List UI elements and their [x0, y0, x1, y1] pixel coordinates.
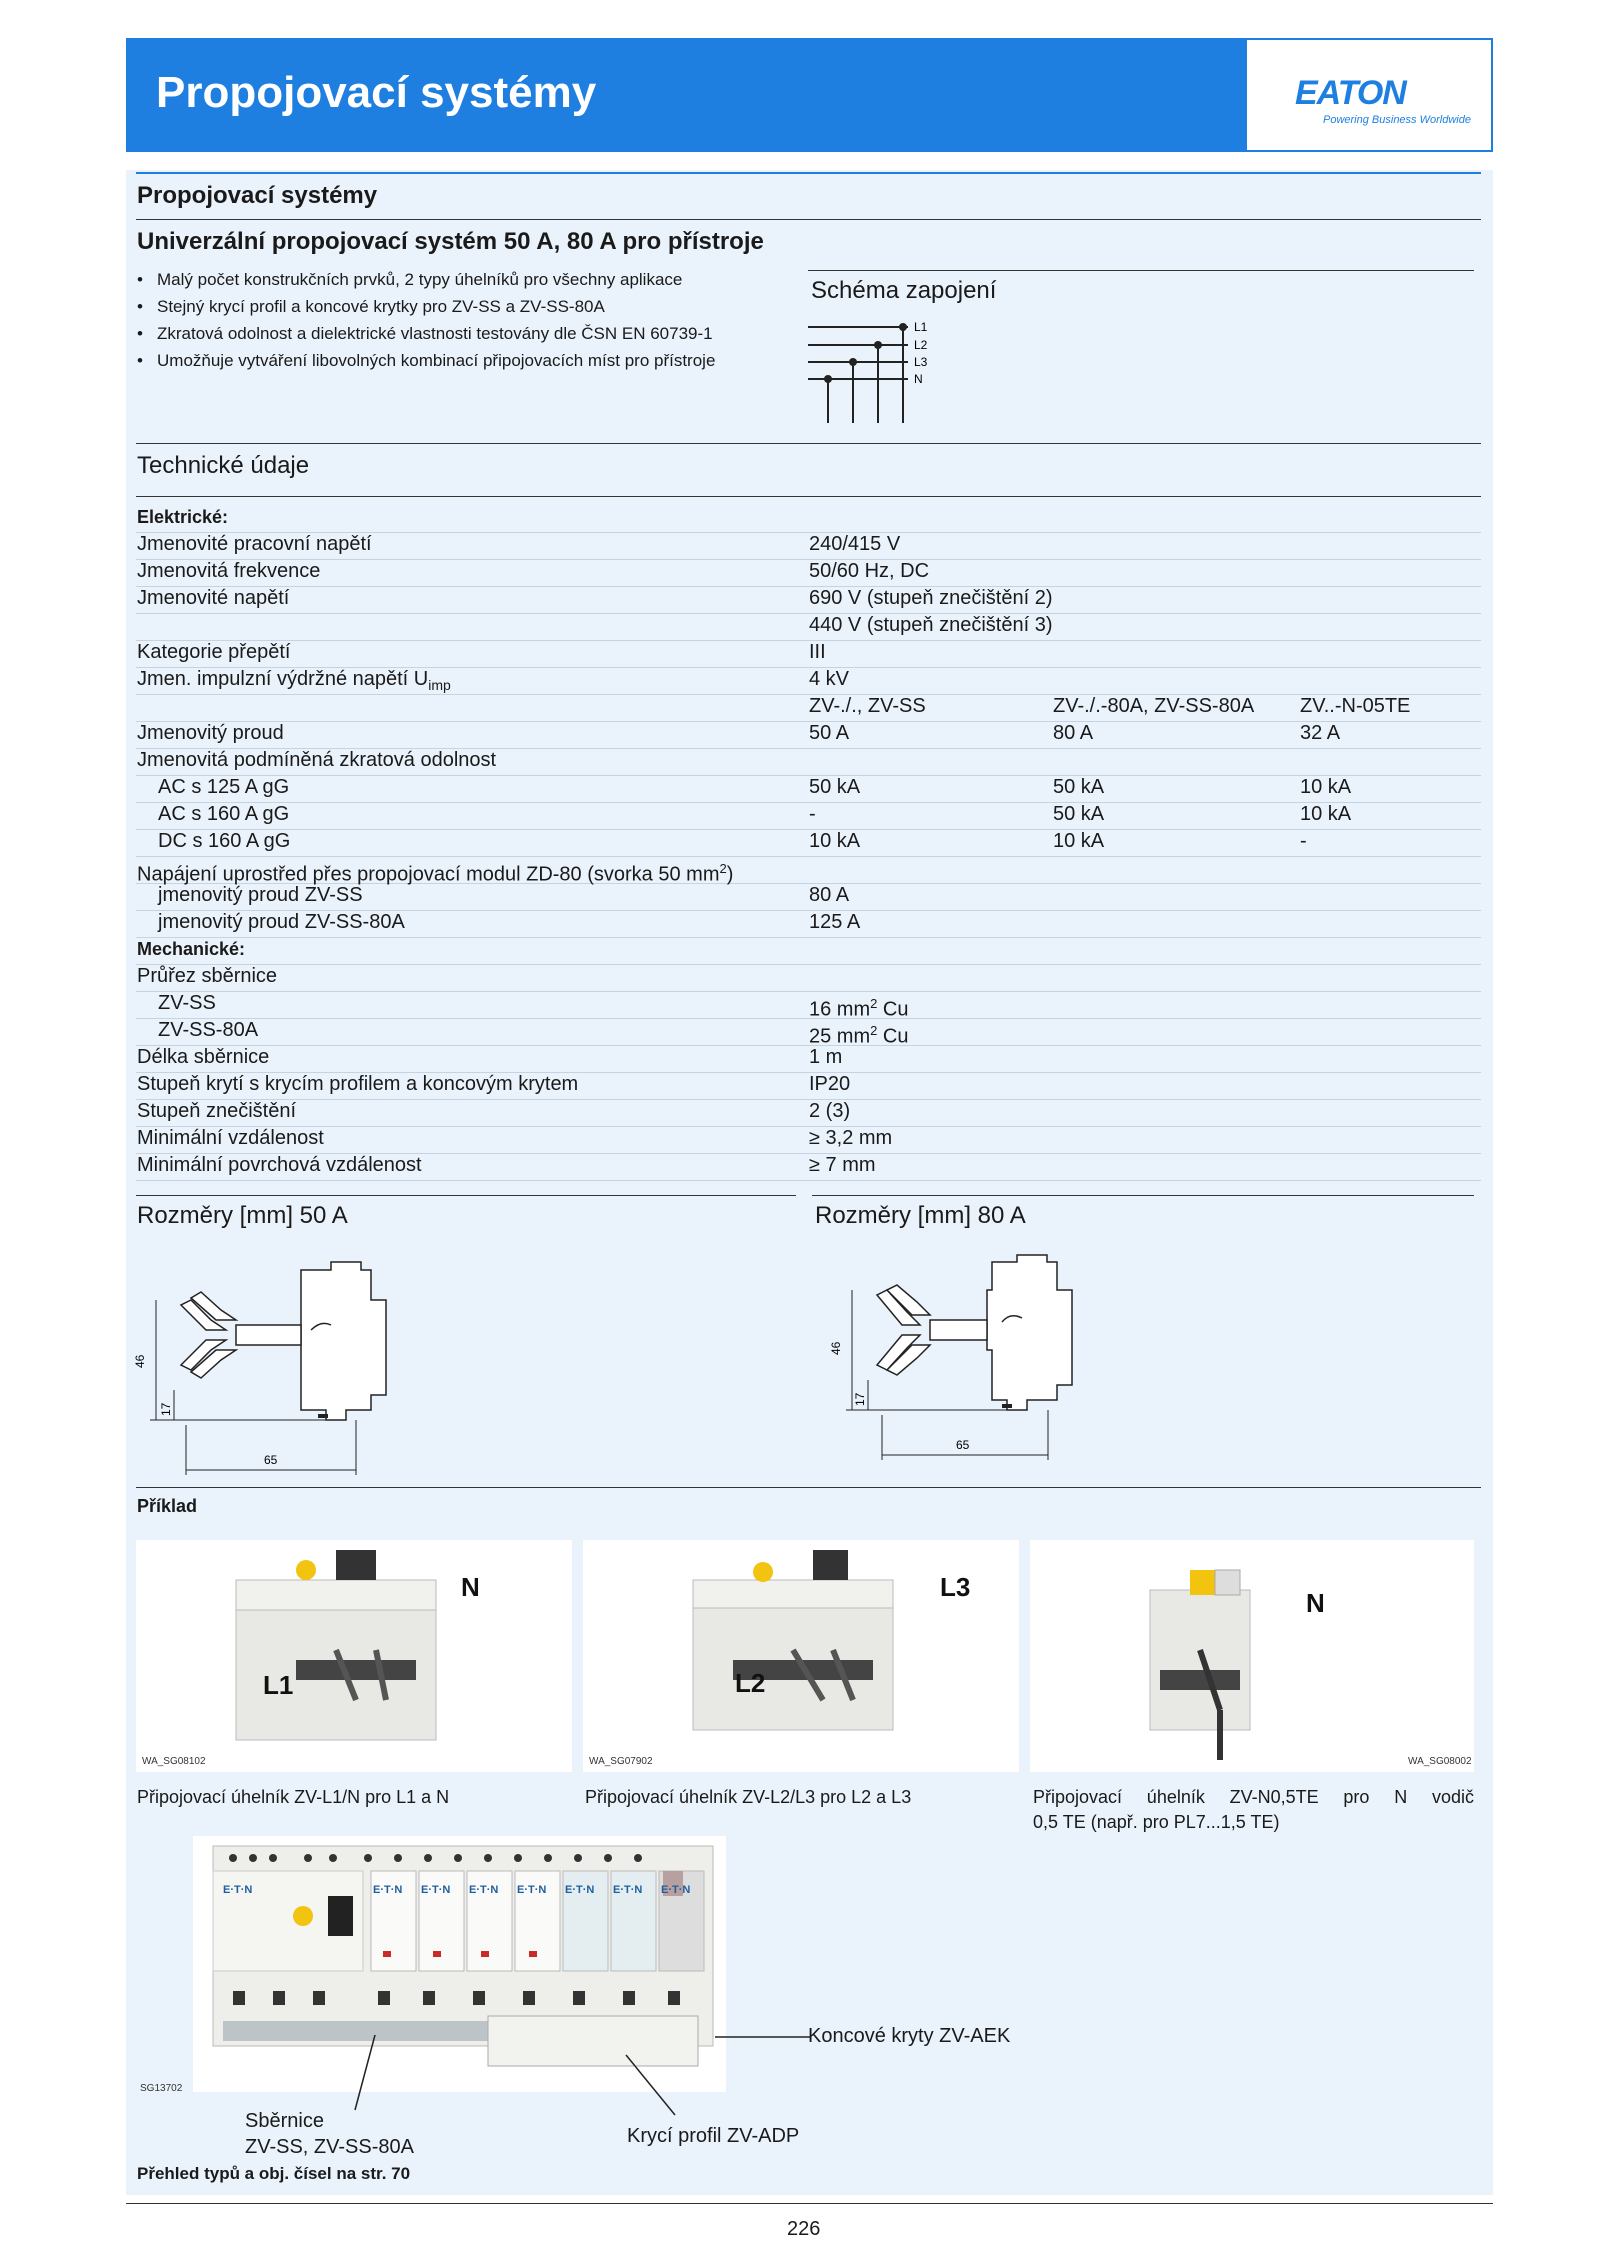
cell-label: Stupeň znečištění — [137, 1100, 296, 1122]
page-number: 226 — [787, 2218, 821, 2240]
dim-17: 17 — [853, 1392, 867, 1406]
table-row — [136, 694, 1481, 722]
list-item: • Zkratová odolnost a dielektrické vlastnosti testovány dle ČSN EN 60739-1 — [137, 320, 715, 347]
cell-label: DC s 160 A gG — [158, 830, 291, 852]
line-label: N — [914, 372, 923, 386]
cell-value — [1053, 775, 1104, 800]
dim-17: 17 — [159, 1402, 173, 1416]
cell-value — [809, 775, 860, 800]
schema-title: Schéma zapojení — [811, 277, 997, 304]
cell-value — [1300, 721, 1340, 746]
photo-caption: Připojovací úhelník ZV-L2/L3 pro L2 a L3 — [585, 1787, 912, 1807]
cell-text: 50 kA — [809, 776, 861, 798]
cell-text: 1 m — [809, 1046, 843, 1068]
image-code: WA_SG08002 — [1408, 1756, 1472, 1767]
cell-label: Minimální povrchová vzdálenost — [137, 1154, 422, 1176]
cell-label: Jmenovitá frekvence — [137, 560, 321, 582]
cell-label: Délka sběrnice — [137, 1046, 270, 1068]
brand-mark: E·T·N — [517, 1884, 547, 1896]
table-row — [136, 640, 1481, 668]
tech-title: Technické údaje — [137, 452, 310, 479]
table-row — [136, 775, 1481, 803]
table-row — [136, 1099, 1481, 1127]
header-banner — [126, 38, 1493, 152]
cell-value — [809, 1153, 876, 1178]
cell-text: 50 kA — [1053, 776, 1105, 798]
cell-label: jmenovitý proud ZV-SS-80A — [158, 911, 405, 933]
table-row — [136, 667, 1481, 695]
brand-mark: E·T·N — [223, 1884, 253, 1896]
cell-value — [1300, 694, 1410, 719]
dimension-drawing-50a — [133, 1250, 476, 1490]
divider — [136, 496, 1481, 497]
cell-text: 80 A — [1053, 722, 1094, 744]
feature-list — [137, 266, 715, 374]
table-row — [136, 856, 1481, 884]
cell-value — [809, 883, 849, 908]
list-item: • Malý počet konstrukčních prvků, 2 typy úhelníků pro všechny aplikace — [137, 266, 715, 293]
cell-label: Průřez sběrnice — [137, 965, 278, 987]
dim-65: 65 — [956, 1438, 970, 1452]
section-title: Propojovací systémy — [137, 182, 378, 209]
callout-busbar: Sběrnice — [245, 2110, 324, 2132]
logo-tagline: Powering Business Worldwide — [1323, 114, 1471, 126]
table-row — [136, 883, 1481, 911]
product-photo-l2l3 — [583, 1540, 1019, 1772]
table-row — [136, 964, 1481, 992]
cell-tail: Cu — [877, 998, 909, 1021]
brand-mark: E·T·N — [613, 1884, 643, 1896]
table-row — [136, 1072, 1481, 1100]
cell-label: Jmenovité napětí — [137, 587, 290, 609]
cell-label: Elektrické: — [137, 507, 229, 527]
product-photo-n05te — [1030, 1540, 1474, 1772]
photo-caption: Připojovací úhelník ZV-N0,5TE pro N vodič — [1033, 1787, 1474, 1807]
cell-text: 80 A — [809, 884, 850, 906]
cell-text: 50 kA — [1053, 803, 1105, 825]
cell-text: 690 V (stupeň znečištění 2) — [809, 587, 1053, 609]
photo-caption-line2: 0,5 TE (např. pro PL7...1,5 TE) — [1033, 1812, 1280, 1832]
brand-mark: E·T·N — [373, 1884, 403, 1896]
cell-label: ZV-SS-80A — [158, 1019, 259, 1041]
cell-text: 10 kA — [1053, 830, 1105, 852]
cell-text: 240/415 V — [809, 533, 901, 555]
phase-label: L1 — [263, 1670, 294, 1700]
cell-label: Stupeň krytí s krycím profilem a koncovým krytem — [137, 1073, 579, 1095]
footnote: Přehled typů a obj. čísel na str. 70 — [137, 2164, 411, 2183]
table-row — [136, 559, 1481, 587]
footer-divider — [126, 2203, 1493, 2204]
cell-text: 50 A — [809, 722, 850, 744]
cell-text: 50/60 Hz, DC — [809, 560, 930, 582]
table-row — [136, 505, 1481, 533]
cell-text: 10 kA — [1300, 803, 1352, 825]
cell-superscript: 2 — [870, 1023, 878, 1038]
cell-value — [1053, 694, 1254, 719]
cell-text: ZV..-N-05TE — [1300, 695, 1411, 717]
phase-label: L2 — [735, 1668, 766, 1698]
cell-value — [809, 802, 816, 827]
cell-label: AC s 160 A gG — [158, 803, 290, 825]
image-code: WA_SG07902 — [589, 1756, 653, 1767]
cell-superscript: 2 — [719, 861, 727, 876]
table-row — [136, 586, 1481, 614]
list-item: • Stejný krycí profil a koncové krytky pro ZV-SS a ZV-SS-80A — [137, 293, 715, 320]
cell-value — [1300, 775, 1351, 800]
callout-cover-profile: Krycí profil ZV-ADP — [627, 2125, 800, 2147]
example-label: Příklad — [137, 1496, 198, 1516]
dim-46: 46 — [133, 1354, 147, 1368]
cell-value — [809, 586, 1052, 611]
cell-text: IP20 — [809, 1073, 851, 1095]
cell-value — [809, 613, 1052, 638]
cell-superscript: 2 — [870, 996, 878, 1011]
cell-value — [1053, 721, 1093, 746]
dims-title-50a: Rozměry [mm] 50 A — [137, 1202, 348, 1229]
wiring-diagram — [808, 315, 948, 425]
divider — [136, 172, 1481, 174]
cell-label: Jmenovité pracovní napětí — [137, 533, 372, 555]
cell-text: 16 mm — [809, 998, 871, 1021]
cell-value — [809, 910, 860, 935]
cell-label: Jmen. impulzní výdržné napětí U — [137, 668, 429, 690]
cell-subscript: imp — [428, 677, 451, 693]
brand-mark: E·T·N — [565, 1884, 595, 1896]
line-label: L2 — [914, 338, 928, 352]
cell-text: III — [809, 641, 826, 663]
cell-text: 440 V (stupeň znečištění 3) — [809, 614, 1053, 636]
divider — [136, 443, 1481, 444]
cell-value — [809, 1126, 892, 1151]
cell-value — [809, 1045, 842, 1070]
divider — [136, 1195, 796, 1196]
cell-text: ≥ 7 mm — [809, 1154, 876, 1176]
cell-text: 32 A — [1300, 722, 1341, 744]
cell-label: jmenovitý proud ZV-SS — [158, 884, 363, 906]
cell-value — [809, 829, 860, 854]
cell-label: Jmenovitá podmíněná zkratová odolnost — [137, 749, 497, 771]
dim-65: 65 — [264, 1453, 278, 1467]
cell-value — [809, 532, 900, 557]
table-row — [136, 1126, 1481, 1154]
cell-text: 125 A — [809, 911, 861, 933]
cell-value — [809, 1099, 850, 1124]
table-row — [136, 1018, 1481, 1046]
cell-label: AC s 125 A gG — [158, 776, 290, 798]
divider — [136, 219, 1481, 220]
brand-mark: E·T·N — [421, 1884, 451, 1896]
cell-text: ZV-./.-80A, ZV-SS-80A — [1053, 695, 1255, 717]
cell-value — [809, 721, 849, 746]
cell-text: 10 kA — [1300, 776, 1352, 798]
cell-label: Kategorie přepětí — [137, 641, 291, 663]
table-row — [136, 910, 1481, 938]
table-row — [136, 613, 1481, 641]
cell-label: ZV-SS — [158, 992, 216, 1014]
cell-value — [809, 640, 826, 665]
callout-busbar-types: ZV-SS, ZV-SS-80A — [245, 2136, 414, 2158]
cell-value — [1053, 829, 1104, 854]
table-row — [136, 991, 1481, 1019]
line-label: L3 — [914, 355, 928, 369]
cell-text: 2 (3) — [809, 1100, 851, 1122]
cell-label: Mechanické: — [137, 939, 246, 959]
cell-value — [809, 667, 849, 692]
table-row — [136, 721, 1481, 749]
table-row — [136, 1153, 1481, 1181]
cell-text: 10 kA — [809, 830, 861, 852]
cell-text: ≥ 3,2 mm — [809, 1127, 893, 1149]
table-row — [136, 748, 1481, 776]
table-row — [136, 937, 1481, 965]
list-item: • Umožňuje vytváření libovolných kombinací připojovacích míst pro přístroje — [137, 347, 715, 374]
image-code: SG13702 — [140, 2083, 183, 2094]
cell-tail: Cu — [877, 1025, 909, 1048]
logo-wordmark: EATON — [1295, 74, 1406, 112]
cell-text: - — [1300, 830, 1307, 852]
cell-tail: ) — [726, 863, 734, 886]
cell-value — [1053, 802, 1104, 827]
dims-title-80a: Rozměry [mm] 80 A — [815, 1202, 1026, 1229]
phase-label: L3 — [940, 1572, 971, 1602]
section-subtitle: Univerzální propojovací systém 50 A, 80 A pro přístroje — [137, 228, 764, 255]
cell-label: Napájení uprostřed přes propojovací modul ZD-80 (svorka 50 mm — [137, 863, 720, 886]
cell-text: - — [809, 803, 816, 825]
product-photo-l1n — [136, 1540, 572, 1772]
divider — [136, 1487, 1481, 1488]
phase-label: N — [461, 1572, 480, 1602]
table-row — [136, 532, 1481, 560]
cell-value — [1300, 829, 1307, 854]
eaton-logo — [1247, 40, 1491, 150]
cell-value — [809, 694, 926, 719]
image-code: WA_SG08102 — [142, 1756, 206, 1767]
cell-text: 25 mm — [809, 1025, 871, 1048]
divider — [808, 270, 1474, 271]
divider — [812, 1195, 1474, 1196]
brand-mark: E·T·N — [661, 1884, 691, 1896]
phase-label: N — [1306, 1588, 1325, 1618]
cell-label: Jmenovitý proud — [137, 722, 284, 744]
brand-mark: E·T·N — [469, 1884, 499, 1896]
table-row — [136, 829, 1481, 857]
page-title: Propojovací systémy — [156, 68, 597, 117]
cell-text: 4 kV — [809, 668, 850, 690]
cell-value — [809, 1072, 850, 1097]
cell-value — [1300, 802, 1351, 827]
cell-label: Minimální vzdálenost — [137, 1127, 324, 1149]
table-row — [136, 802, 1481, 830]
table-row — [136, 1045, 1481, 1073]
photo-caption: Připojovací úhelník ZV-L1/N pro L1 a N — [137, 1787, 450, 1807]
cell-text: ZV-./., ZV-SS — [809, 695, 926, 717]
line-label: L1 — [914, 320, 928, 334]
dim-46: 46 — [829, 1341, 843, 1355]
dimension-drawing-80a — [812, 1250, 1172, 1490]
cell-value — [809, 559, 929, 584]
callout-end-covers: Koncové kryty ZV-AEK — [808, 2025, 1011, 2047]
